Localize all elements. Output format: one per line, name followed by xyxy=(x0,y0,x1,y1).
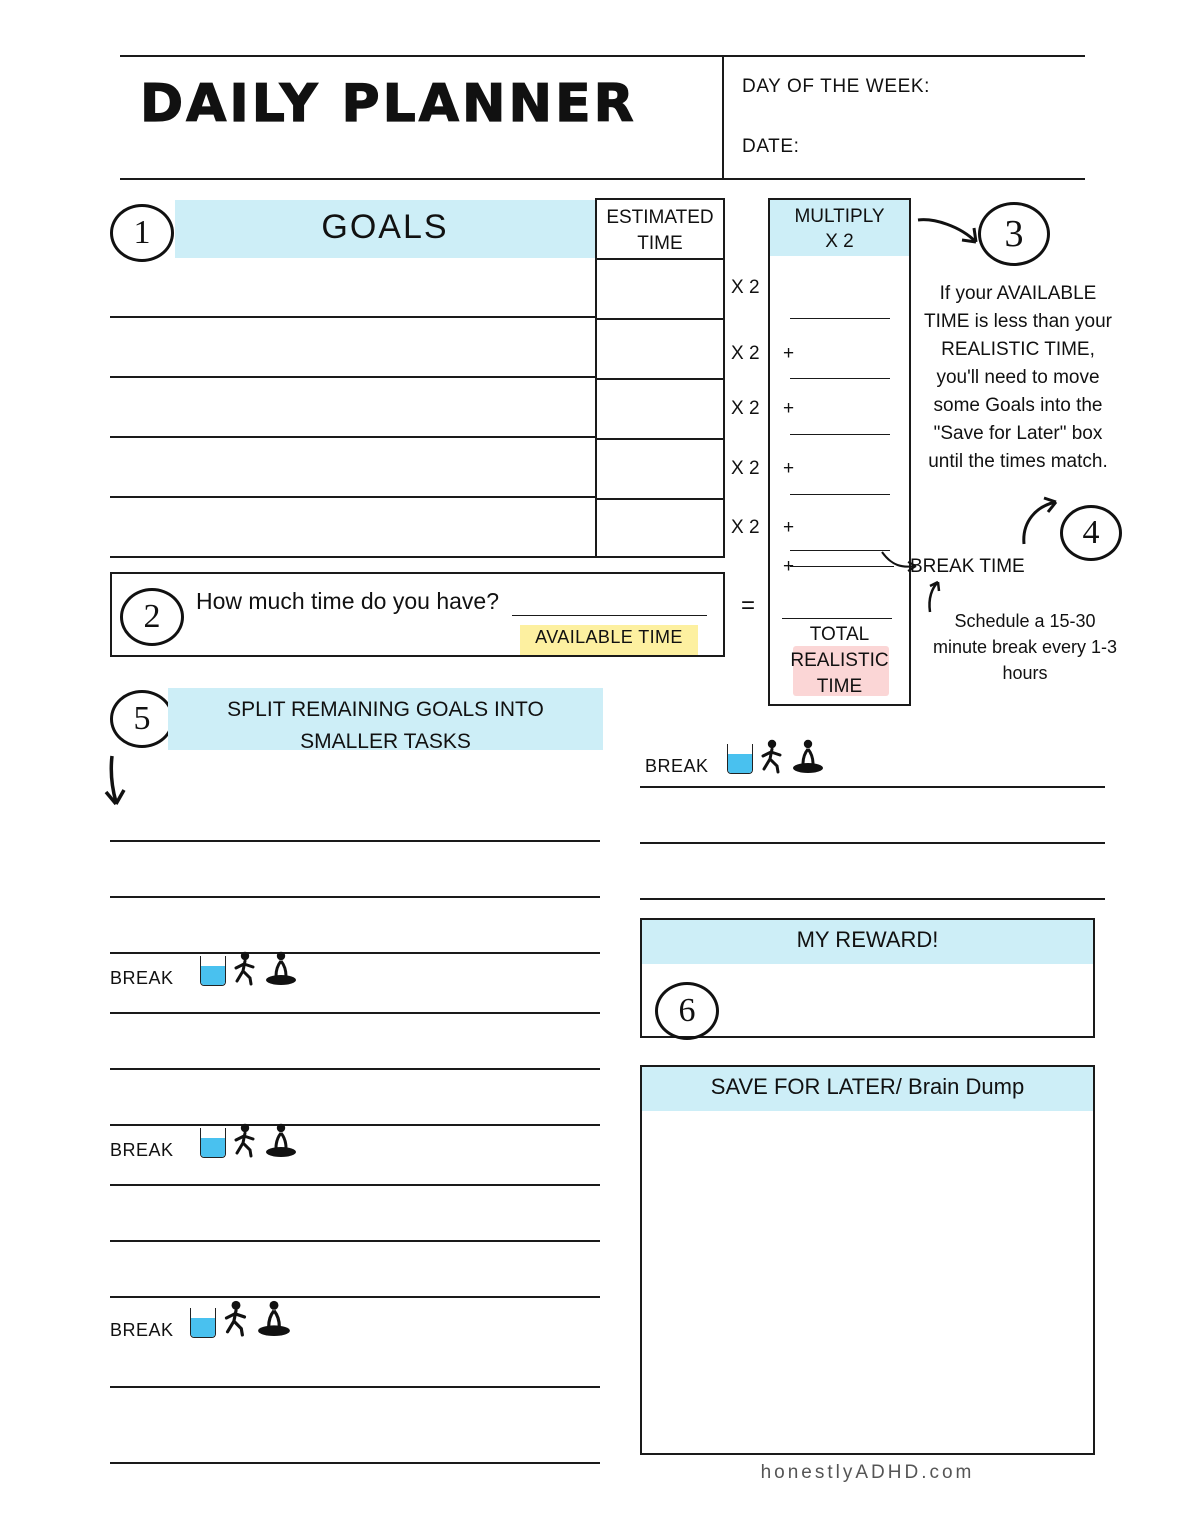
yoga-person-icon xyxy=(264,950,298,986)
multiplier-5: X 2 xyxy=(731,517,760,538)
goal-line-1[interactable] xyxy=(110,316,595,318)
total-label-line2: REALISTIC xyxy=(790,650,889,671)
right-task-line-1[interactable] xyxy=(640,786,1105,788)
break-time-label: BREAK TIME xyxy=(910,556,1025,577)
day-of-week-label: DAY OF THE WEEK: xyxy=(742,76,931,97)
task-line-8[interactable] xyxy=(110,1240,600,1242)
total-value-line[interactable] xyxy=(782,618,892,619)
yoga-person-icon xyxy=(256,1298,292,1338)
task-line-3[interactable] xyxy=(110,952,600,954)
date-label: DATE: xyxy=(742,136,800,157)
plus-sign-2: + xyxy=(783,343,795,364)
break-label-left-3: BREAK xyxy=(110,1320,174,1340)
goal-line-5[interactable] xyxy=(110,556,595,558)
multiply-value-line-5[interactable] xyxy=(790,550,890,551)
walking-person-icon xyxy=(755,738,789,774)
yoga-person-icon xyxy=(264,1122,298,1158)
multiply-value-line-2[interactable] xyxy=(790,378,890,379)
task-line-9[interactable] xyxy=(110,1296,600,1298)
my-reward-title: MY REWARD! xyxy=(796,927,939,952)
footer-branding: honestlyADHD.com xyxy=(760,1462,975,1483)
water-glass-icon xyxy=(727,744,753,774)
estimated-time-divider-2 xyxy=(595,378,725,380)
total-label-line3: TIME xyxy=(816,676,863,697)
estimated-time-label xyxy=(597,205,723,257)
available-time-input-line[interactable] xyxy=(512,615,707,616)
goal-line-2[interactable] xyxy=(110,376,595,378)
header-bottom-rule xyxy=(120,178,1085,180)
water-glass-icon xyxy=(190,1308,216,1338)
available-time-question: How much time do you have? xyxy=(196,588,499,614)
step-number-6: 6 xyxy=(655,982,719,1040)
right-task-line-3[interactable] xyxy=(640,898,1105,900)
step-number-2: 2 xyxy=(120,588,184,646)
step-number-3: 3 xyxy=(978,202,1050,266)
break-label-right-1: BREAK xyxy=(645,756,709,776)
save-for-later-box[interactable] xyxy=(640,1065,1095,1455)
plus-sign-5: + xyxy=(783,517,795,538)
right-task-line-2[interactable] xyxy=(640,842,1105,844)
plus-sign-4: + xyxy=(783,458,795,479)
break-time-value-line[interactable] xyxy=(790,566,894,567)
split-tasks-heading xyxy=(168,694,603,758)
estimated-time-divider-4 xyxy=(595,498,725,500)
arrow-down-step-5-icon xyxy=(100,752,150,812)
multiply-value-line-4[interactable] xyxy=(790,494,890,495)
multiply-heading xyxy=(770,204,909,254)
available-time-label: AVAILABLE TIME xyxy=(535,627,683,647)
walking-person-icon xyxy=(218,1298,254,1338)
total-realistic-text xyxy=(770,648,909,700)
break-icons-left-3 xyxy=(190,1298,292,1338)
plus-sign-6: + xyxy=(783,556,795,577)
step-number-4: 4 xyxy=(1060,505,1122,561)
estimated-time-divider-1 xyxy=(595,318,725,320)
split-tasks-line2: SMALLER TASKS xyxy=(300,730,471,753)
task-line-5[interactable] xyxy=(110,1068,600,1070)
header-top-rule xyxy=(120,55,1085,57)
task-line-10[interactable] xyxy=(110,1386,600,1388)
task-line-1[interactable] xyxy=(110,840,600,842)
step-number-1: 1 xyxy=(110,204,174,262)
multiplier-1: X 2 xyxy=(731,277,760,298)
task-line-7[interactable] xyxy=(110,1184,600,1186)
page-title: DAILY PLANNER xyxy=(140,74,637,134)
total-label-line1: TOTAL xyxy=(809,624,870,645)
goals-heading: GOALS xyxy=(321,208,449,246)
estimated-time-divider-3 xyxy=(595,438,725,440)
multiply-value-line-1[interactable] xyxy=(790,318,890,319)
break-icons-left-2 xyxy=(200,1122,298,1158)
water-glass-icon xyxy=(200,956,226,986)
task-line-6[interactable] xyxy=(110,1124,600,1126)
break-icons-right-1 xyxy=(727,738,825,774)
task-line-11[interactable] xyxy=(110,1462,600,1464)
plus-sign-3: + xyxy=(783,398,795,419)
equals-sign: = xyxy=(741,592,756,619)
walking-person-icon xyxy=(228,1122,262,1158)
step-number-5: 5 xyxy=(110,690,174,748)
save-for-later-title: SAVE FOR LATER/ Brain Dump xyxy=(710,1074,1025,1099)
step-3-instructions: If your AVAILABLE TIME is less than your REALISTIC TIME, you'll need to move some Goals into the "Save for Later" box until the times match. xyxy=(924,283,1112,472)
goal-line-4[interactable] xyxy=(110,496,595,498)
yoga-person-icon xyxy=(791,738,825,774)
task-line-4[interactable] xyxy=(110,1012,600,1014)
multiplier-2: X 2 xyxy=(731,343,760,364)
estimated-time-label-line2: TIME xyxy=(637,233,683,254)
multiplier-4: X 2 xyxy=(731,458,760,479)
goal-line-3[interactable] xyxy=(110,436,595,438)
water-glass-icon xyxy=(200,1128,226,1158)
step-4-instructions: Schedule a 15-30 minute break every 1-3 hours xyxy=(932,611,1118,683)
break-icons-left-1 xyxy=(200,950,298,986)
break-label-left-2: BREAK xyxy=(110,1140,174,1160)
total-realistic-time-label xyxy=(770,622,909,648)
split-tasks-line1: SPLIT REMAINING GOALS INTO xyxy=(227,698,544,721)
walking-person-icon xyxy=(228,950,262,986)
header-divider xyxy=(722,55,724,179)
multiply-heading-line2: X 2 xyxy=(825,231,854,252)
task-line-2[interactable] xyxy=(110,896,600,898)
multiply-heading-line1: MULTIPLY xyxy=(794,206,885,227)
estimated-time-divider-0 xyxy=(595,258,725,260)
multiplier-3: X 2 xyxy=(731,398,760,419)
break-label-left-1: BREAK xyxy=(110,968,174,988)
estimated-time-label-line1: ESTIMATED xyxy=(606,207,714,228)
multiply-value-line-3[interactable] xyxy=(790,434,890,435)
